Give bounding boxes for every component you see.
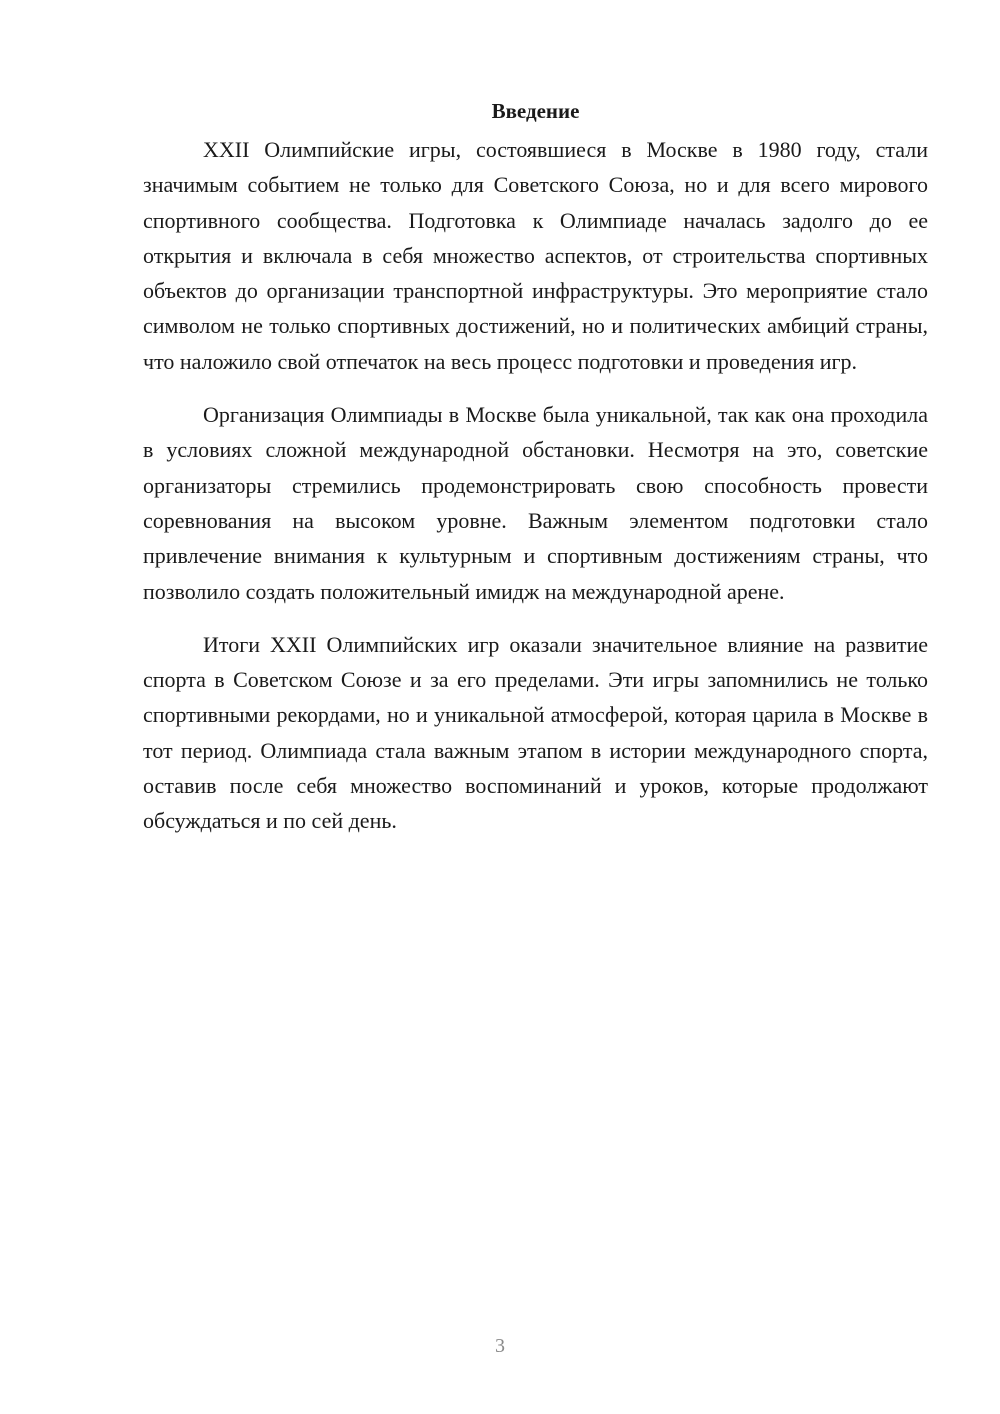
- paragraph-1: XXII Олимпийские игры, состоявшиеся в Москве в 1980 году, стали значимым событием не только для Советского Союза, но и для всего мирового спортивного сообщества. Подготовка к Олимпиаде началась задолго до ее открытия и включала в себя множество аспектов, от строительства спортивных объектов до организации транспортной инфраструктуры. Это мероприятие стало символом не только спортивных достижений, но и политических амбиций страны, что наложило свой отпечаток на весь процесс подготовки и проведения игр.: [143, 137, 928, 374]
- section-heading: Введение: [491, 99, 580, 123]
- paragraph-2: Организация Олимпиады в Москве была уникальной, так как она проходила в условиях сложной международной обстановки. Несмотря на это, советские организаторы стремились продемонстрировать свою способность провести соревнования на высоком уровне. Важным элементом подготовки стало привлечение внимания к культурным и спортивным достижениям страны, что позволило создать положительный имидж на международной арене.: [143, 402, 928, 604]
- page-number: 3: [495, 1335, 505, 1357]
- paragraph-3: Итоги XXII Олимпийских игр оказали значительное влияние на развитие спорта в Советском Союзе и за его пределами. Эти игры запомнились не только спортивными рекордами, но и уникальной атмосферой, которая царила в Москве в тот период. Олимпиада стала важным этапом в истории международного спорта, оставив после себя множество воспоминаний и уроков, которые продолжают обсуждаться и по сей день.: [143, 631, 928, 834]
- page-content: [143, 96, 928, 857]
